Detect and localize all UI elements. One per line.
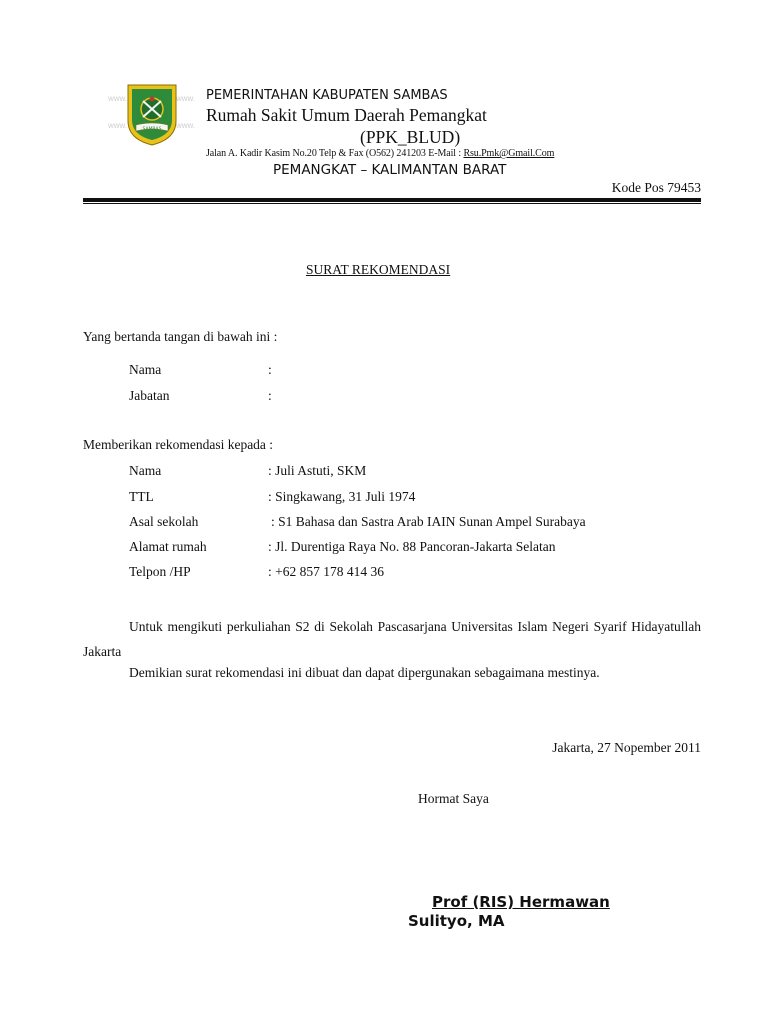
unit-name: (PPK_BLUD) xyxy=(360,127,461,147)
recipient-school-value: : S1 Bahasa dan Sastra Arab IAIN Sunan Ampel Surabaya xyxy=(271,514,586,529)
government-name: PEMERINTAHAN KABUPATEN SAMBAS xyxy=(206,88,448,103)
signer-position-label: Jabatan xyxy=(129,388,170,403)
regards-text: Hormat Saya xyxy=(418,791,489,806)
postal-code: Kode Pos 79453 xyxy=(611,180,701,195)
purpose-paragraph: Untuk mengikuti perkuliahan S2 di Sekolah Pascasarjana Universitas Islam Negeri Syarif Hidayatullah Jakarta xyxy=(83,619,701,659)
city-line: PEMANGKAT – KALIMANTAN BARAT xyxy=(273,162,507,178)
signatory-name-line2: Sulityo, MA xyxy=(408,912,505,930)
closing-paragraph: Demikian surat rekomendasi ini dibuat dan dapat dipergunakan sebagaimana mestinya. xyxy=(129,665,600,680)
recipient-address-value: : Jl. Durentiga Raya No. 88 Pancoran-Jakarta Selatan xyxy=(268,539,556,554)
recipient-school-label: Asal sekolah xyxy=(129,514,199,529)
hospital-name: Rumah Sakit Umum Daerah Pemangkat xyxy=(206,105,487,125)
signer-name-label: Nama xyxy=(129,362,162,377)
address-text: Jalan A. Kadir Kasim No.20 Telp & Fax (O562) 241203 E-Mail : xyxy=(206,148,464,159)
address-line xyxy=(206,148,554,159)
watermark-text: www. xyxy=(176,121,196,130)
header-divider-thin xyxy=(83,203,701,204)
recipient-name-label: Nama xyxy=(129,463,162,478)
signer-name-value: : xyxy=(268,362,272,377)
watermark-text: www. xyxy=(108,94,128,103)
logo-ribbon-text: SAMBAS xyxy=(142,127,162,132)
header-divider-thick xyxy=(83,198,701,202)
recipient-name-value: : Juli Astuti, SKM xyxy=(268,463,367,478)
recipient-phone-label: Telpon /HP xyxy=(129,564,191,579)
recommend-intro: Memberikan rekomendasi kepada : xyxy=(83,437,274,452)
recipient-birth-label: TTL xyxy=(129,489,154,504)
email-link[interactable]: Rsu.Pmk@Gmail.Com xyxy=(463,148,555,159)
signatory-name-line1: Prof (RIS) Hermawan xyxy=(432,893,610,911)
signer-position-value: : xyxy=(268,388,272,403)
regency-logo xyxy=(124,81,180,147)
letter-date: Jakarta, 27 Nopember 2011 xyxy=(552,740,701,755)
recipient-birth-value: : Singkawang, 31 Juli 1974 xyxy=(268,489,416,504)
watermark-text: www. xyxy=(108,121,128,130)
letter-title: SURAT REKOMENDASI xyxy=(306,262,451,277)
intro-text: Yang bertanda tangan di bawah ini : xyxy=(83,329,278,344)
watermark-text: www. xyxy=(176,94,196,103)
recipient-address-label: Alamat rumah xyxy=(129,539,207,554)
recipient-phone-value: : +62 857 178 414 36 xyxy=(268,564,384,579)
